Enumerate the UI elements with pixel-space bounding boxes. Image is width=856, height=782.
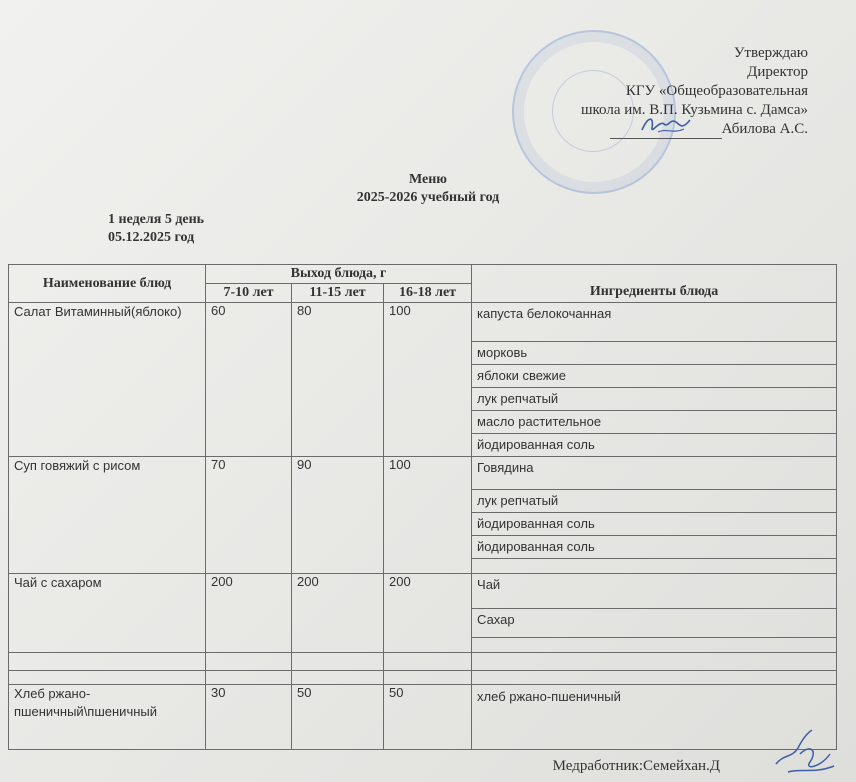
table-row xyxy=(9,457,837,574)
ingredient: йодированная соль xyxy=(472,536,836,559)
header-output: Выход блюда, г xyxy=(206,265,472,284)
ingredient-list xyxy=(472,303,836,456)
output-16-18: 200 xyxy=(384,574,472,653)
ingredient-empty xyxy=(472,559,836,574)
menu-date: 05.12.2025 год xyxy=(108,230,195,245)
menu-table xyxy=(8,264,837,750)
director-name: Абилова А.С. xyxy=(721,121,808,137)
ingredient: йодированная соль xyxy=(477,437,595,452)
school-year: 2025-2026 учебный год xyxy=(356,190,500,205)
table-row-empty xyxy=(9,653,837,671)
director-signature-icon xyxy=(638,112,698,138)
ingredient: Чай xyxy=(472,574,836,609)
ingredient: морковь xyxy=(472,342,836,365)
ingredient: лук репчатый xyxy=(472,388,836,411)
approval-title: Утверждаю xyxy=(733,45,808,61)
ingredient: Говядина xyxy=(472,457,836,490)
header-age-11-15: 11-15 лет xyxy=(292,284,384,303)
table-row xyxy=(9,574,837,653)
medic-signature-icon xyxy=(770,724,840,780)
output-16-18: 100 xyxy=(384,457,472,574)
ingredient: масло растительное xyxy=(472,411,836,434)
output-7-10: 200 xyxy=(206,574,292,653)
output-7-10: 70 xyxy=(206,457,292,574)
output-16-18: 100 xyxy=(384,303,472,457)
dish-name: Салат Витаминный(яблоко) xyxy=(9,303,206,457)
output-7-10: 30 xyxy=(206,685,292,750)
ingredient-empty xyxy=(472,638,836,653)
ingredient: капуста белокочанная xyxy=(472,303,836,342)
ingredient: Сахар xyxy=(472,609,836,638)
ingredient: хлеб ржано-пшеничный xyxy=(472,685,837,750)
document-title: Меню xyxy=(408,172,447,187)
approval-block xyxy=(581,44,808,139)
dish-name: Чай с сахаром xyxy=(9,574,206,653)
output-11-15: 200 xyxy=(292,574,384,653)
approval-position: Директор xyxy=(747,64,808,80)
approval-org-line1: КГУ «Общеобразовательная xyxy=(625,83,808,99)
medic-signature: Медработник:Семейхан.Д xyxy=(552,758,720,774)
header-dish: Наименование блюд xyxy=(9,265,206,303)
table-row xyxy=(9,685,837,750)
dish-name: Хлеб ржано-пшеничный\пшеничный xyxy=(9,685,206,750)
director-signature-line xyxy=(610,124,722,139)
header-ingredients: Ингредиенты блюда xyxy=(472,265,837,303)
ingredient: яблоки свежие xyxy=(472,365,836,388)
output-11-15: 80 xyxy=(292,303,384,457)
table-row-empty xyxy=(9,671,837,685)
output-11-15: 90 xyxy=(292,457,384,574)
ingredient: йодированная соль xyxy=(472,513,836,536)
dish-name: Суп говяжий с рисом xyxy=(9,457,206,574)
ingredient-list xyxy=(472,457,836,573)
output-16-18: 50 xyxy=(384,685,472,750)
approval-org-line2: школа им. В.П. Кузьмина с. Дамса» xyxy=(580,102,808,118)
header-age-16-18: 16-18 лет xyxy=(384,284,472,303)
ingredient: лук репчатый xyxy=(472,490,836,513)
output-11-15: 50 xyxy=(292,685,384,750)
week-day: 1 неделя 5 день xyxy=(108,212,205,227)
output-7-10: 60 xyxy=(206,303,292,457)
header-age-7-10: 7-10 лет xyxy=(206,284,292,303)
table-row xyxy=(9,303,837,457)
ingredient-list xyxy=(472,574,836,652)
